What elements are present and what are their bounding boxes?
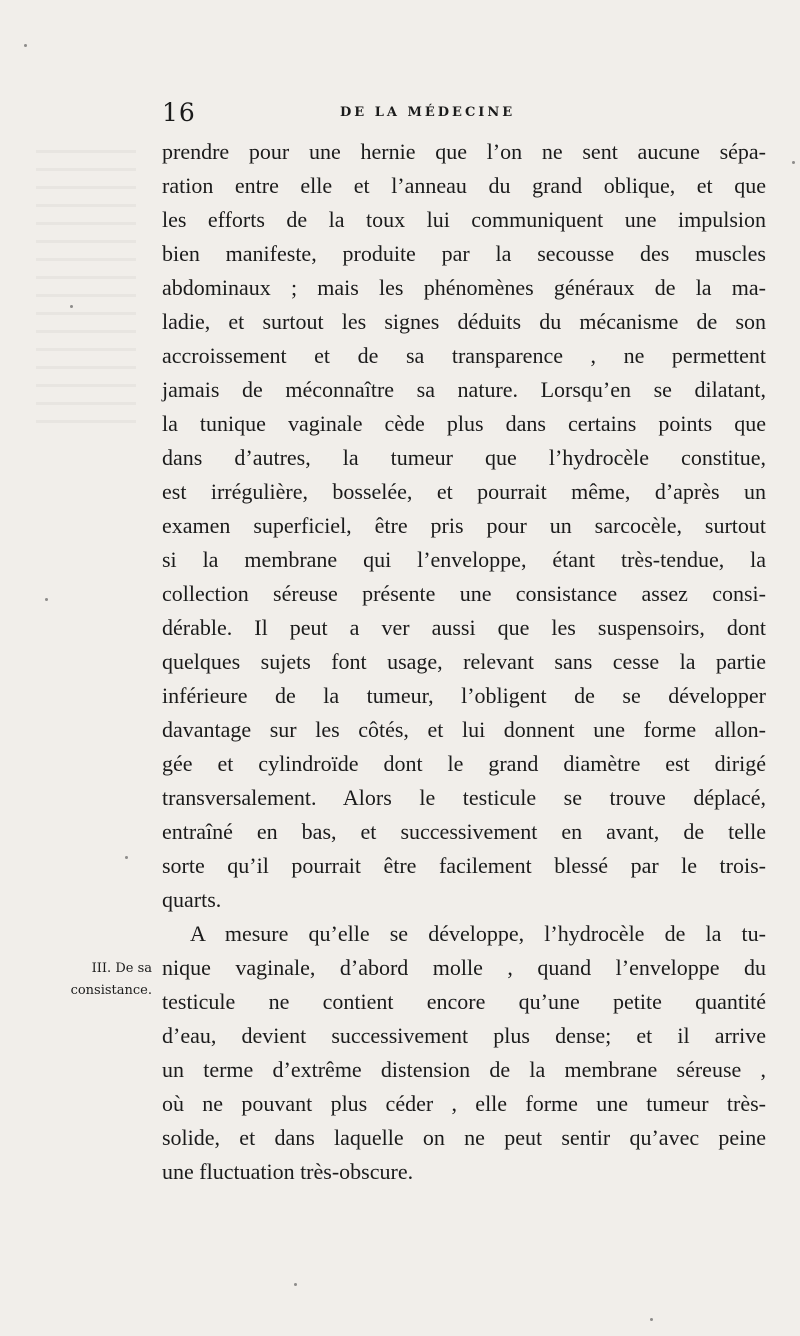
text-line: abdominaux ; mais les phénomènes généraux de la ma- (162, 275, 766, 300)
text-line: quelques sujets font usage, relevant sans cesse la partie (162, 649, 766, 674)
margin-note (42, 958, 152, 1002)
text-line: examen superficiel, être pris pour un sarcocèle, surtout (162, 513, 766, 538)
text-line: sorte qu’il pourrait être facilement blessé par le trois- (162, 853, 766, 878)
margin-note-line: III. De sa (91, 961, 152, 976)
ink-speck (294, 1283, 297, 1286)
text-line: davantage sur les côtés, et lui donnent une forme allon- (162, 717, 766, 742)
text-line: où ne pouvant plus céder , elle forme une tumeur très- (162, 1091, 766, 1116)
text-line: testicule ne contient encore qu’une petite quantité (162, 989, 766, 1014)
text-line: jamais de méconnaître sa nature. Lorsqu’en se dilatant, (162, 377, 766, 402)
text-line: dans d’autres, la tumeur que l’hydrocèle constitue, (162, 445, 766, 470)
ink-speck (24, 44, 27, 47)
page-number: 16 (162, 98, 196, 127)
ink-speck (45, 598, 48, 601)
text-line: solide, et dans laquelle on ne peut sentir qu’avec peine (162, 1125, 766, 1150)
text-line: un terme d’extrême distension de la membrane séreuse , (162, 1057, 766, 1082)
ink-speck (650, 1318, 653, 1321)
show-through-bleed (36, 150, 136, 430)
text-line: prendre pour une hernie que l’on ne sent aucune sépa- (162, 139, 766, 164)
paragraph-first-line: A mesure qu’elle se développe, l’hydrocèle de la tu- (190, 921, 766, 946)
text-line: collection séreuse présente une consistance assez consi- (162, 581, 766, 606)
text-line: est irrégulière, bosselée, et pourrait même, d’après un (162, 479, 766, 504)
text-line: transversalement. Alors le testicule se trouve déplacé, (162, 785, 766, 810)
text-line: la tunique vaginale cède plus dans certains points que (162, 411, 766, 436)
text-line: bien manifeste, produite par la secousse des muscles (162, 241, 766, 266)
text-line: si la membrane qui l’enveloppe, étant très-tendue, la (162, 547, 766, 572)
text-line: ration entre elle et l’anneau du grand oblique, et que (162, 173, 766, 198)
text-line: dérable. Il peut a ver aussi que les suspensoirs, dont (162, 615, 766, 640)
text-line: ladie, et surtout les signes déduits du mécanisme de son (162, 309, 766, 334)
text-line: quarts. (162, 887, 222, 912)
text-line: entraîné en bas, et successivement en avant, de telle (162, 819, 766, 844)
body-text (162, 135, 766, 1189)
ink-speck (70, 305, 73, 308)
text-line: gée et cylindroïde dont le grand diamètre est dirigé (162, 751, 766, 776)
text-line: d’eau, devient successivement plus dense; et il arrive (162, 1023, 766, 1048)
ink-speck (792, 161, 795, 164)
text-line: accroissement et de sa transparence , ne permettent (162, 343, 766, 368)
margin-note-line: consistance. (70, 983, 152, 998)
text-line: les efforts de la toux lui communiquent une impulsion (162, 207, 766, 232)
running-head: DE LA MÉDECINE (340, 105, 516, 120)
text-line: nique vaginale, d’abord molle , quand l’enveloppe du (162, 955, 766, 980)
text-line: inférieure de la tumeur, l’obligent de se développer (162, 683, 766, 708)
text-line: une fluctuation très-obscure. (162, 1159, 414, 1184)
ink-speck (125, 856, 128, 859)
